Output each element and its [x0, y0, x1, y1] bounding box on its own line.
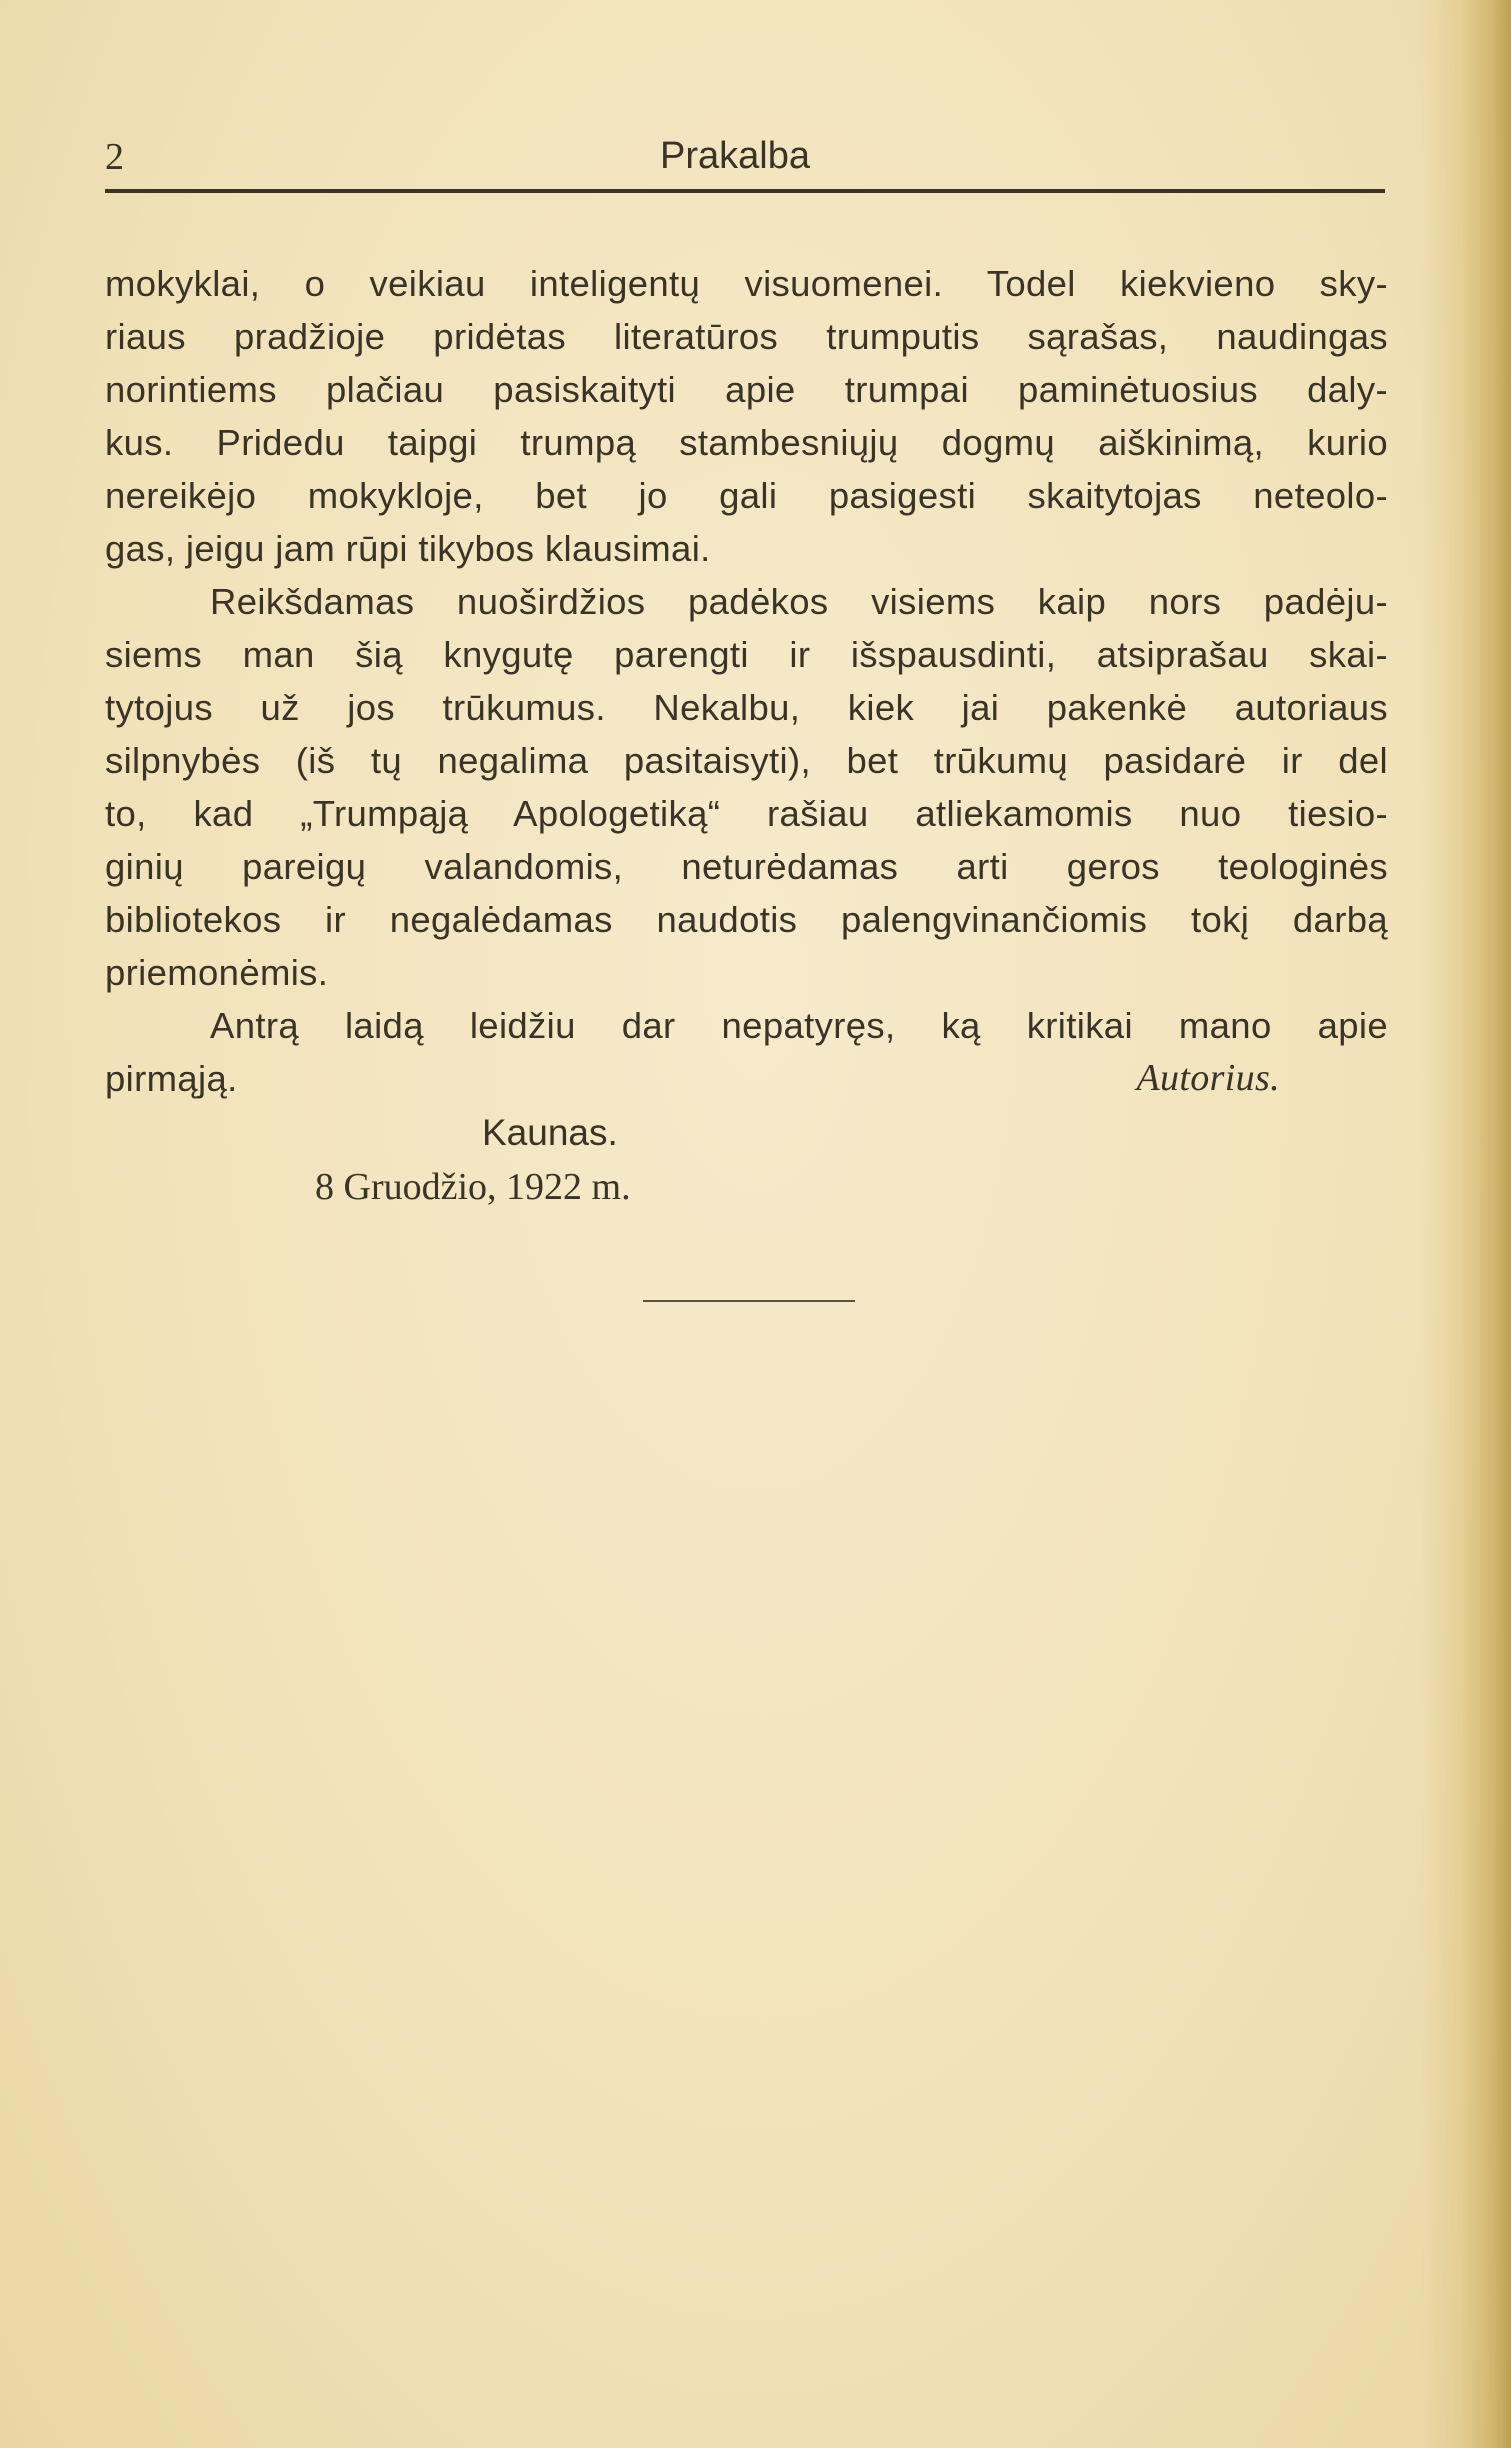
text-line: norintiems plačiau pasiskaityti apie trumpai paminėtuosius daly-: [105, 369, 1388, 410]
text-line: kus. Pridedu taipgi trumpą stambesniųjų dogmų aiškinimą, kurio: [105, 422, 1388, 463]
text-line: nereikėjo mokykloje, bet jo gali pasigesti skaitytojas neteolo-: [105, 475, 1388, 516]
running-head: Prakalba: [660, 135, 810, 177]
signature-line: [105, 1052, 1388, 1105]
text-line: pirmąją.: [105, 1058, 238, 1099]
text-line: ginių pareigų valandomis, neturėdamas arti geros teologinės: [105, 846, 1388, 887]
author-signature: Autorius.: [1136, 1057, 1280, 1099]
end-rule: [643, 1300, 855, 1302]
text-line: to, kad „Trumpąją Apologetiką“ rašiau atliekamomis nuo tiesio-: [105, 793, 1388, 834]
text-line: tytojus už jos trūkumus. Nekalbu, kiek jai pakenkė autoriaus: [105, 687, 1388, 728]
body-text: [105, 257, 1388, 1105]
place: Kaunas.: [482, 1112, 618, 1153]
text-line: gas, jeigu jam rūpi tikybos klausimai.: [105, 528, 711, 569]
text-line: Reikšdamas nuoširdžios padėkos visiems kaip nors padėju-: [210, 581, 1388, 622]
text-line: Antrą laidą leidžiu dar nepatyręs, ką kritikai mano apie: [210, 1005, 1388, 1046]
page-header: [105, 135, 1385, 195]
text-line: riaus pradžioje pridėtas literatūros trumputis sąrašas, naudingas: [105, 316, 1388, 357]
text-line: priemonėmis.: [105, 952, 329, 993]
page-number: 2: [105, 136, 124, 178]
text-line: silpnybės (iš tų negalima pasitaisyti), bet trūkumų pasidarė ir del: [105, 740, 1388, 781]
text-line: bibliotekos ir negalėdamas naudotis palengvinančiomis tokį darbą: [105, 899, 1388, 940]
date: 8 Gruodžio, 1922 m.: [315, 1166, 631, 1208]
header-rule: [105, 189, 1385, 193]
paper-edge-stain: [1421, 0, 1511, 2448]
text-line: mokyklai, o veikiau inteligentų visuomenei. Todel kiekvieno sky-: [105, 263, 1388, 304]
text-line: siems man šią knygutę parengti ir išspausdinti, atsiprašau skai-: [105, 634, 1388, 675]
